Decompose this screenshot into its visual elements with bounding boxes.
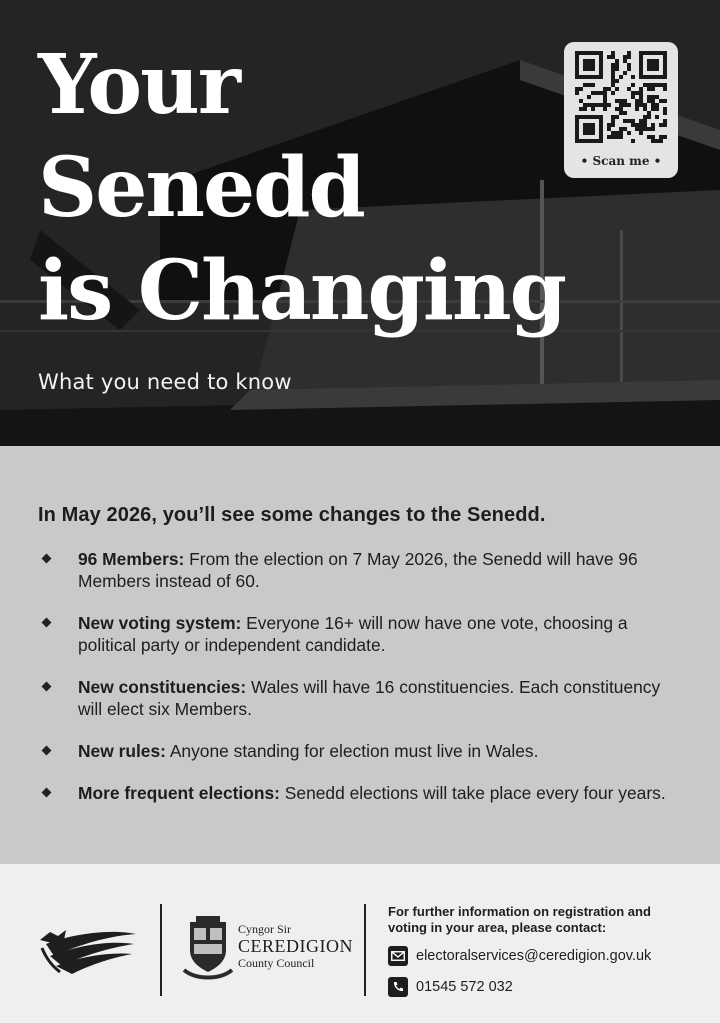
item-text: Anyone standing for election must live in Wales.: [165, 741, 539, 761]
headline: [38, 34, 565, 343]
diamond-bullet-icon: [42, 746, 52, 756]
item-lead: New voting system:: [78, 613, 242, 633]
item-lead: New rules:: [78, 741, 166, 761]
changes-section: [0, 446, 720, 864]
headline-line-1: Your: [38, 37, 239, 133]
diamond-bullet-icon: [42, 554, 52, 564]
list-item: [0, 740, 668, 762]
qr-code-card[interactable]: [564, 42, 678, 178]
council-line-1: Cyngor Sir: [238, 922, 292, 936]
item-text: Everyone 16+ will now have one vote, choosing a political party or independent candidate.: [78, 613, 628, 655]
list-item: [0, 612, 668, 656]
footer: [0, 864, 720, 1023]
envelope-icon: [388, 946, 408, 966]
welsh-government-dragon-logo: [36, 922, 140, 978]
diamond-bullet-icon: [42, 788, 52, 798]
phone-icon: [388, 977, 408, 997]
subtitle: What you need to know: [38, 370, 292, 394]
email-contact[interactable]: [388, 945, 651, 967]
council-line-3: County Council: [238, 956, 315, 970]
diamond-bullet-icon: [42, 618, 52, 628]
qr-scan-label: • Scan me •: [580, 154, 662, 168]
council-line-2: CEREDIGION: [238, 936, 353, 956]
list-item: [0, 548, 668, 592]
diamond-bullet-icon: [42, 682, 52, 692]
headline-line-2: Senedd: [38, 140, 364, 236]
council-name: [238, 922, 353, 970]
phone-contact[interactable]: [388, 976, 513, 998]
contact-heading: For further information on registration and voting in your area, please contact:: [388, 904, 651, 935]
item-lead: New constituencies:: [78, 677, 247, 697]
divider: [364, 904, 366, 996]
qr-code-icon: [575, 51, 667, 143]
changes-list: [0, 548, 720, 824]
item-text: Senedd elections will take place every four years.: [279, 783, 666, 803]
headline-line-3: is Changing: [38, 243, 565, 339]
hero-banner: [0, 0, 720, 446]
divider: [160, 904, 162, 996]
ceredigion-crest-icon: [182, 914, 234, 980]
item-lead: 96 Members:: [78, 549, 185, 569]
list-item: [0, 782, 668, 804]
list-item: [0, 676, 668, 720]
item-text: From the election on 7 May 2026, the Senedd will have 96 Members instead of 60.: [78, 549, 638, 591]
phone-number[interactable]: 01545 572 032: [416, 979, 513, 995]
email-link[interactable]: electoralservices@ceredigion.gov.uk: [416, 948, 652, 964]
item-lead: More frequent elections:: [78, 783, 280, 803]
item-text: Wales will have 16 constituencies. Each constituency will elect six Members.: [78, 677, 661, 719]
section-heading: In May 2026, you’ll see some changes to the Senedd.: [38, 504, 546, 526]
